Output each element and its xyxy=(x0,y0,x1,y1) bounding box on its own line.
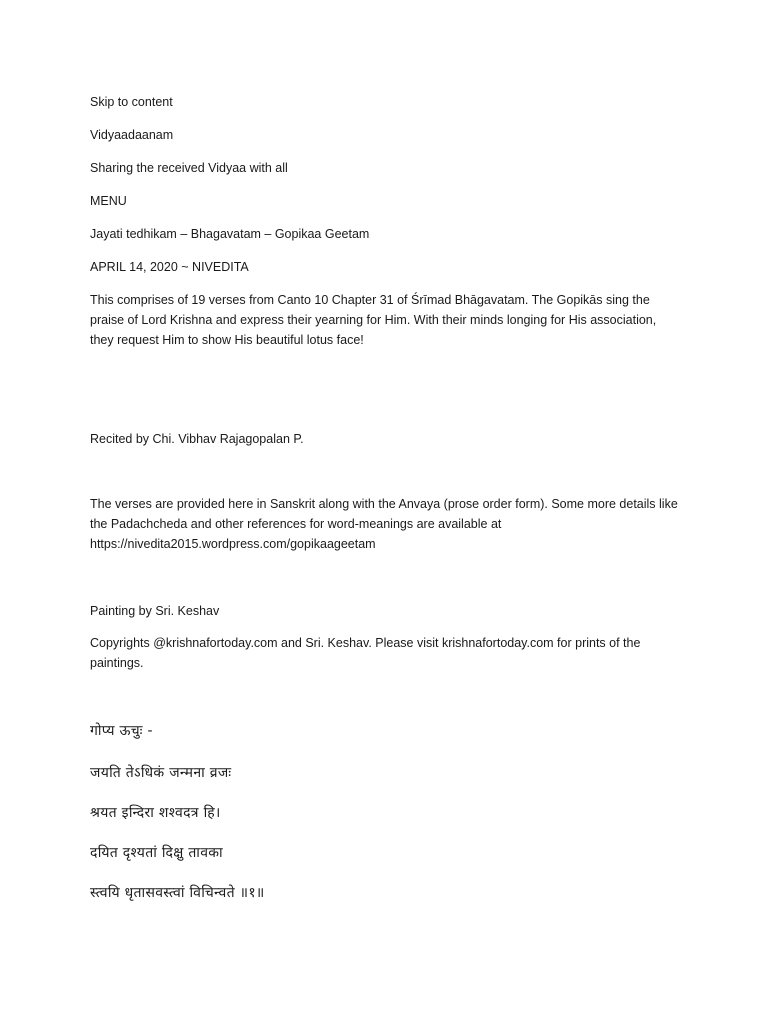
verse-line: जयति तेऽधिकं जन्मना व्रजः xyxy=(90,765,232,781)
painting-credit: Painting by Sri. Keshav xyxy=(90,604,220,618)
skip-to-content-link[interactable]: Skip to content xyxy=(90,95,173,109)
copyright-note: Copyrights @krishnafortoday.com and Sri. Keshav. Please visit krishnafortoday.com for prints of the paintings. xyxy=(90,636,641,670)
verse-heading: गोप्य ऊचुः - xyxy=(90,723,153,739)
post-meta: APRIL 14, 2020 ~ NIVEDITA xyxy=(90,260,249,274)
post-title: Jayati tedhikam – Bhagavatam – Gopikaa Geetam xyxy=(90,227,370,241)
verse-line: दयित दृश्यतां दिक्षु तावका xyxy=(90,845,223,861)
site-title[interactable]: Vidyaadaanam xyxy=(90,128,174,142)
verses-note: The verses are provided here in Sanskrit along with the Anvaya (prose order form). Some more details like the Padachcheda and other references for word-meanings are available at https://nivedita2015.wordpress.com/gopikaageetam xyxy=(90,497,678,551)
menu-button[interactable]: MENU xyxy=(90,194,127,208)
verse-line: श्रयत इन्दिरा शश्वदत्र हि। xyxy=(90,805,221,821)
site-tagline: Sharing the received Vidyaa with all xyxy=(90,161,288,175)
verse-line: स्त्वयि धृतासवस्त्वां विचिन्वते ॥१॥ xyxy=(90,885,265,901)
post-intro: This comprises of 19 verses from Canto 10 Chapter 31 of Śrīmad Bhāgavatam. The Gopikās sing the praise of Lord Krishna and express their yearning for Him. With their minds longing for His association, they request Him to show His beautiful lotus face! xyxy=(90,293,657,347)
recited-by: Recited by Chi. Vibhav Rajagopalan P. xyxy=(90,432,304,446)
